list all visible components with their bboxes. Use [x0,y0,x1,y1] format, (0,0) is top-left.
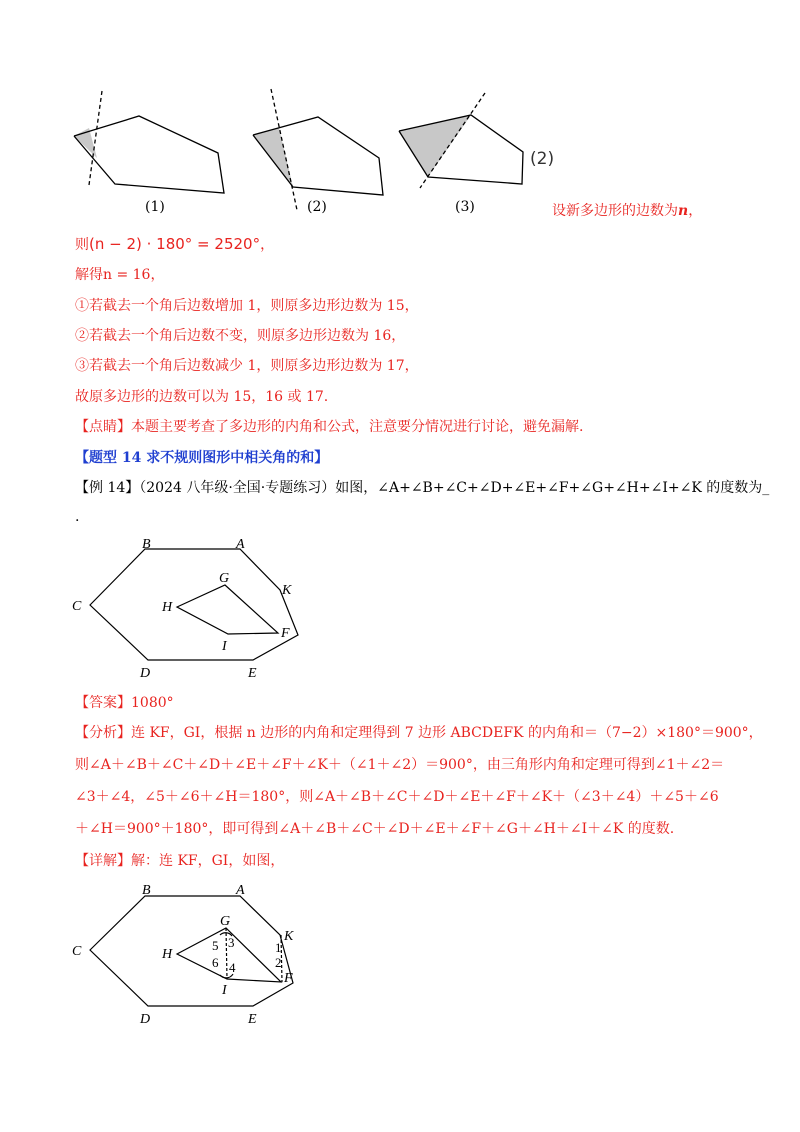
inner-quadrilateral [177,585,278,634]
figure-3-label: (3) [455,199,475,215]
label-K: K [282,583,292,598]
label-G: G [219,571,230,586]
solution-line-1-prefix: 则 [75,237,89,253]
label-C: C [72,599,82,614]
d-label-I: I [222,983,227,998]
angle-4: 4 [229,960,236,975]
angle-2: 2 [275,955,282,970]
label-I: I [222,639,227,654]
solution-line-5: ③若截去一个角后边数减少 1，则原多边形边数为 17， [75,358,419,374]
detail-line: 【详解】解：连 KF，GI，如图， [75,853,285,869]
d-label-E: E [248,1012,257,1027]
d-label-A: A [236,883,245,898]
d-label-B: B [142,883,151,898]
tip-line: 【点睛】本题主要考查了多边形的内角和公式，注意要分情况进行讨论，避免漏解. [75,419,584,435]
figure-3 [399,93,523,188]
solution-line-0-text: 设新多边形的边数为 [552,203,678,219]
d-label-C: C [72,944,82,959]
d-label-K: K [284,929,294,944]
label-E: E [248,666,257,681]
label-H: H [162,600,173,615]
d-label-H: H [162,947,173,962]
label-B: B [142,537,151,552]
label-A: A [236,537,245,552]
solution-line-2: 解得n = 16， [75,267,165,283]
figure-1 [74,91,224,193]
solution-line-0-var: n [678,203,689,219]
answer-line: 【答案】1080° [75,695,174,711]
analysis-line-1: 【分析】连 KF，GI，根据 n 边形的内角和定理得到 7 边形 ABCDEFK 的内角和＝（7−2）×180°＝900°， [75,725,763,741]
d-label-D: D [140,1012,151,1027]
solution-line-4: ②若截去一个角后边数不变，则原多边形边数为 16， [75,328,406,344]
solution-line-1 [75,234,274,255]
angle-6: 6 [212,955,219,970]
angle-5: 5 [212,938,219,953]
label-D: D [140,666,151,681]
analysis-line-4: ＋∠H＝900°＋180°，即可得到∠A＋∠B＋∠C＋∠D＋∠E＋∠F＋∠G＋∠H＋∠I＋∠K 的度数. [75,821,675,837]
analysis-line-3: ∠3＋∠4，∠5＋∠6＋∠H＝180°，则∠A＋∠B＋∠C＋∠D＋∠E＋∠F＋∠K＋（∠3＋∠4）＋∠5＋∠6 [75,789,719,805]
d-label-G: G [220,914,231,929]
detail-figure [60,878,330,1028]
figure-2 [253,89,383,210]
section-heading: 【题型 14 求不规则图形中相关角的和】 [75,450,329,466]
figure-1-label: (1) [145,199,165,215]
side-case-label: (2) [530,149,555,169]
angle-3: 3 [228,935,235,950]
question-figure [60,530,320,685]
d-label-F: F [284,971,293,986]
solution-line-1-formula: (n − 2) · 180° = 2520° [89,235,261,253]
solution-line-6: 故原多边形的边数可以为 15，16 或 17. [75,389,329,405]
solution-line-0 [552,201,702,221]
figure-2-label: (2) [307,199,327,215]
outer-heptagon [90,549,298,660]
analysis-line-2: 则∠A＋∠B＋∠C＋∠D＋∠E＋∠F＋∠K＋（∠1＋∠2）＝900°，由三角形内角和定理可得到∠1＋∠2＝ [75,757,725,773]
solution-line-0-end: ， [688,203,703,219]
solution-line-3: ①若截去一个角后边数增加 1，则原多边形边数为 15， [75,298,419,314]
solution-line-1-end: ， [260,237,275,253]
angle-1: 1 [275,940,282,955]
label-F: F [281,626,290,641]
example-line-1: 【例 14】（2024 八年级·全国·专题练习）如图，∠A+∠B+∠C+∠D+∠E+∠F+∠G+∠H+∠I+∠K 的度数为_ [75,480,770,496]
example-line-2: . [75,509,80,525]
